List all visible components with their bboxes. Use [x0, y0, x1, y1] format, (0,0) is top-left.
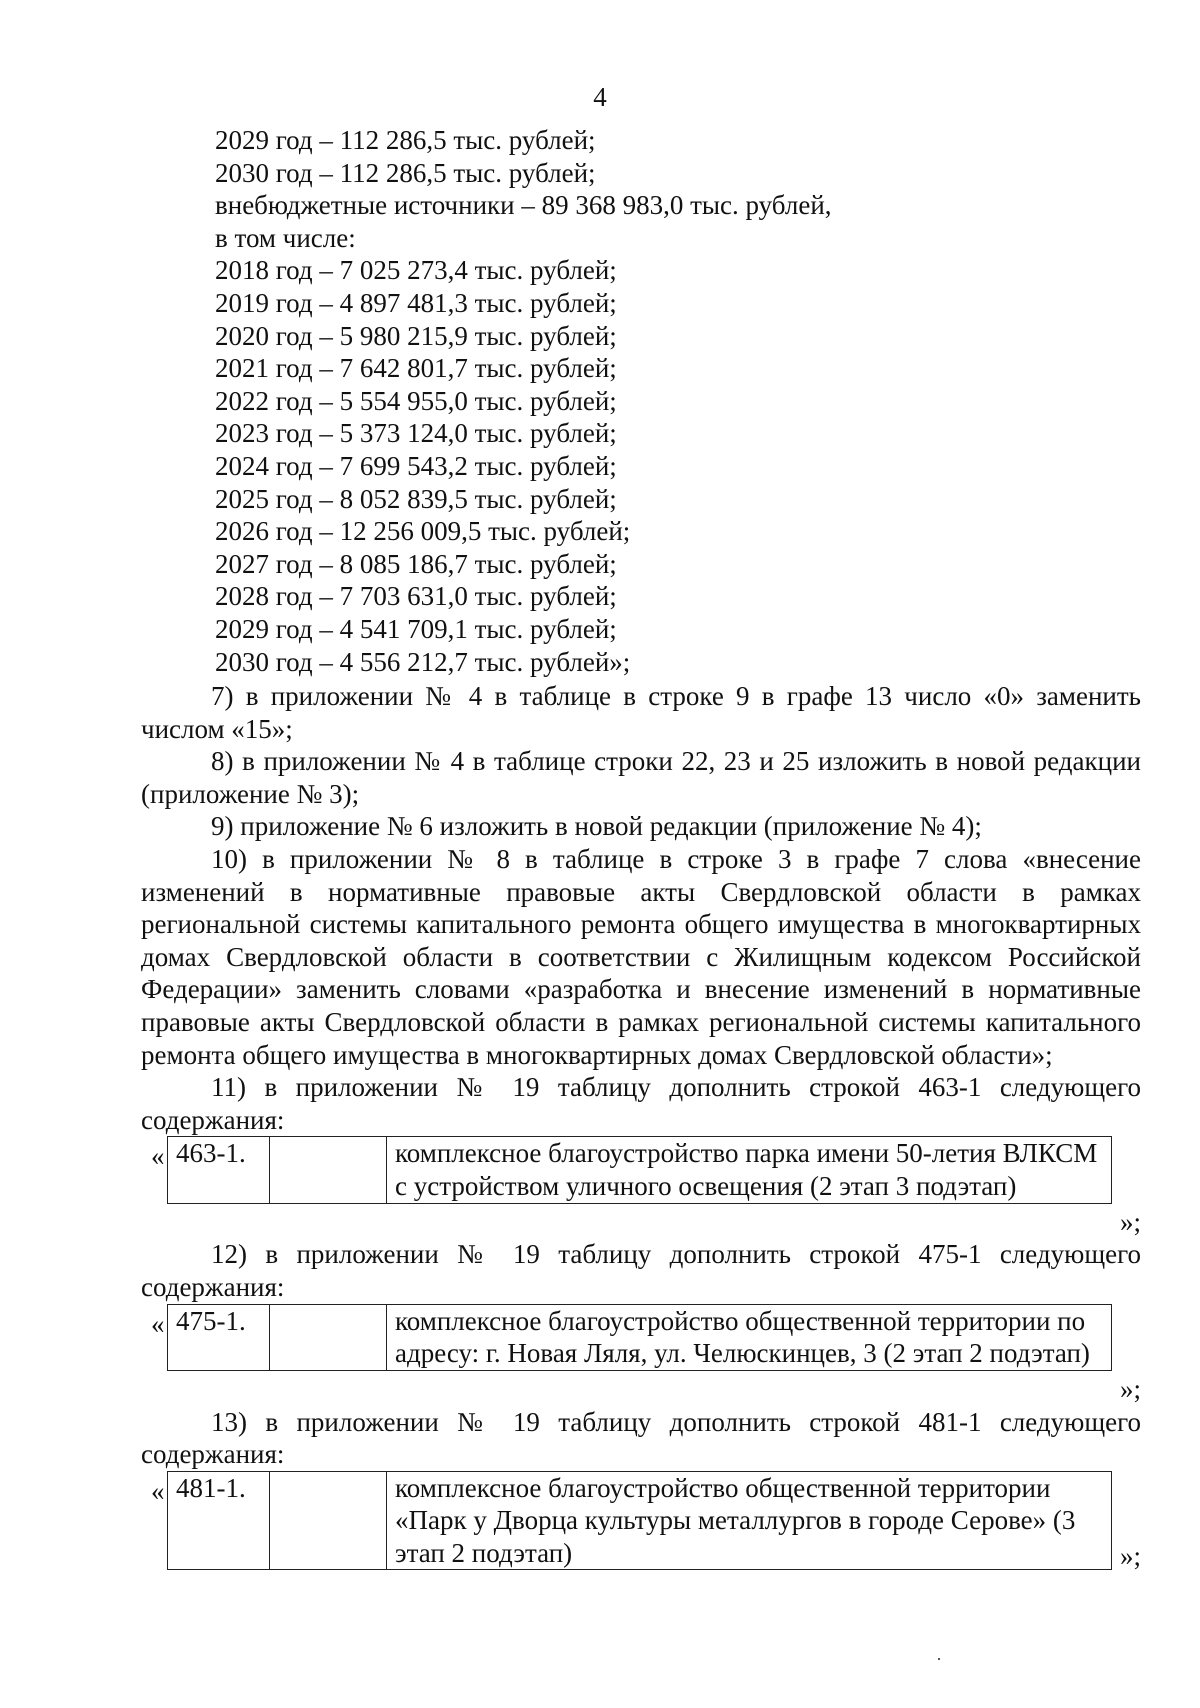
financing-line: 2020 год – 5 980 215,9 тыс. рублей; [215, 320, 617, 351]
row-text: комплексное благоустройство общественной территории по адресу: г. Новая Ляля, ул. Челюскинцев, 3 (2 этап 2 подэтап) [387, 1304, 1112, 1370]
financing-line: 2029 год – 4 541 709,1 тыс. рублей; [215, 613, 617, 644]
financing-line: 2025 год – 8 052 839,5 тыс. рублей; [215, 483, 617, 514]
row-number: 463-1. [168, 1137, 270, 1203]
paragraph-11: 11) в приложении № 19 таблицу дополнить строкой 463-1 следующего содержания: [141, 1072, 1141, 1135]
amendment-table [167, 1471, 1112, 1571]
financing-line: 2029 год – 112 286,5 тыс. рублей; [215, 125, 596, 155]
paragraph-13: 13) в приложении № 19 таблицу дополнить строкой 481-1 следующего содержания: [141, 1406, 1141, 1470]
paragraph-8: 8) в приложении № 4 в таблице строки 22, 23 и 25 изложить в новой редакции (приложение № 3); [141, 746, 1141, 809]
empty-cell [270, 1304, 387, 1370]
table-row-475-1 [141, 1304, 1141, 1404]
financing-line: 2028 год – 7 703 631,0 тыс. рублей; [215, 581, 617, 612]
row-number: 475-1. [168, 1304, 270, 1370]
financing-line: 2018 год – 7 025 273,4 тыс. рублей; [215, 255, 617, 286]
paragraph-10: 10) в приложении № 8 в таблице в строке 3 в графе 7 слова «внесение изменений в нормативные правовые акты Свердловской области в рамках региональной системы капитального ремонта общего имущества в многоквартирных домах Свердловской области в соответствии с Жилищным кодексом Российской Федерации» заменить словами «разработка и внесение изменений в нормативные правовые акты Свердловской области в рамках региональной системы капитального ремонта общего имущества в многоквартирных домах Свердловской области»; [141, 843, 1141, 1070]
financing-line: 2027 год – 8 085 186,7 тыс. рублей; [215, 548, 617, 579]
amendment-table [167, 1136, 1112, 1203]
financing-line: 2023 год – 5 373 124,0 тыс. рублей; [215, 418, 617, 449]
row-text: комплексное благоустройство общественной территории «Парк у Дворца культуры металлургов в городе Серове» (3 этап 2 подэтап) [387, 1471, 1112, 1570]
row-number: 481-1. [168, 1471, 270, 1570]
amendments-body [141, 680, 1141, 1573]
paragraph-12: 12) в приложении № 19 таблицу дополнить строкой 475-1 следующего содержания: [141, 1239, 1141, 1302]
quote-open: « [151, 1141, 165, 1172]
quote-close: »; [1119, 1541, 1141, 1572]
amendment-table [167, 1304, 1112, 1371]
table-row-481-1 [141, 1471, 1141, 1571]
quote-open: « [151, 1475, 165, 1506]
page-number: 4 [593, 82, 607, 112]
financing-line: 2019 год – 4 897 481,3 тыс. рублей; [215, 287, 617, 318]
financing-list [215, 124, 832, 678]
financing-line: внебюджетные источники – 89 368 983,0 тыс. рублей, [215, 190, 832, 221]
table-row-463-1 [141, 1136, 1141, 1236]
financing-line: 2026 год – 12 256 009,5 тыс. рублей; [215, 516, 631, 547]
paragraph-7: 7) в приложении № 4 в таблице в строке 9 в графе 13 число «0» заменить числом «15»; [141, 681, 1141, 744]
quote-close: »; [1119, 1373, 1141, 1404]
row-text: комплексное благоустройство парка имени 50-летия ВЛКСМ с устройством уличного освещения (2 этап 3 подэтап) [387, 1137, 1112, 1203]
quote-open: « [151, 1308, 165, 1339]
financing-line: в том числе: [215, 222, 356, 253]
financing-line: 2024 год – 7 699 543,2 тыс. рублей; [215, 450, 617, 481]
empty-cell [270, 1137, 387, 1203]
quote-close: »; [1119, 1206, 1141, 1237]
scan-speck [938, 1658, 940, 1660]
financing-line: 2030 год – 112 286,5 тыс. рублей; [215, 157, 596, 188]
paragraph-9: 9) приложение № 6 изложить в новой редакции (приложение № 4); [211, 811, 982, 842]
empty-cell [270, 1471, 387, 1570]
financing-line: 2022 год – 5 554 955,0 тыс. рублей; [215, 385, 617, 416]
financing-line: 2021 год – 7 642 801,7 тыс. рублей; [215, 353, 617, 384]
financing-line: 2030 год – 4 556 212,7 тыс. рублей»; [215, 646, 631, 677]
